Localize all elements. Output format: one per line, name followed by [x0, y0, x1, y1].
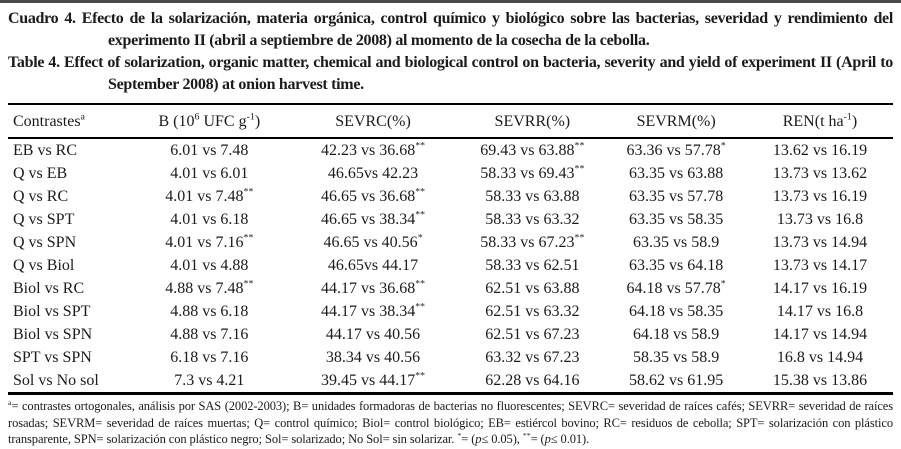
value-cell: 63.35 vs 64.18 [629, 257, 724, 274]
value-cell: 63.32 vs 67.23 [485, 349, 580, 366]
value-cell: 4.01 vs 6.01 [170, 165, 249, 182]
value-cell: 38.34 vs 40.56 [325, 349, 421, 366]
value-cell: 6.01 vs 7.48 [170, 142, 249, 159]
value-cell: 13.73 vs 16.19 [772, 188, 868, 205]
results-table [8, 103, 893, 395]
value-cell: 63.35 vs 58.35 [629, 211, 724, 228]
value-cell: 58.33 vs 67.23** [480, 232, 585, 251]
value-cell: 13.62 vs 16.19 [772, 142, 868, 159]
table-caption-english: Table 4. Effect of solarization, organic matter, chemical and biological control on bacteria, severity and yield of experiment II (April to September 2008) at onion harvest time. [8, 54, 893, 93]
column-header: B ($10^6$ UFC $g^{-1}$) [132, 104, 287, 138]
column-header: SEVRC(%) [287, 104, 460, 138]
value-cell: 63.35 vs 57.78 [629, 188, 724, 205]
value-cell: 14.17 vs 16.19 [772, 280, 868, 297]
column-header: SEVRR(%) [459, 104, 605, 138]
value-cell: 4.01 vs 4.88 [170, 257, 249, 274]
value-cell: 46.65 vs 38.34** [320, 209, 426, 228]
value-cell: 69.43 vs 63.88** [480, 140, 585, 159]
table-body [8, 138, 893, 394]
value-cell: 4.01 vs 7.16** [165, 232, 254, 251]
contrast-label-cell: Biol vs RC [13, 280, 85, 297]
value-cell: 14.17 vs 16.8 [776, 303, 864, 320]
value-cell: 39.45 vs 44.17** [320, 370, 426, 389]
value-cell: 13.73 vs 14.17 [772, 257, 868, 274]
table-row [8, 162, 893, 185]
column-header: SEVRM(%) [605, 104, 747, 138]
value-cell: 44.17 vs 36.68** [320, 278, 426, 297]
table-row [8, 231, 893, 254]
value-cell: 6.18 vs 7.16 [170, 349, 249, 366]
value-cell: 58.35 vs 58.9 [633, 349, 720, 366]
value-cell: 62.51 vs 63.88 [485, 280, 580, 297]
table-row [8, 208, 893, 231]
value-cell: 62.51 vs 63.32 [485, 303, 580, 320]
table-row [8, 277, 893, 300]
contrast-label-cell: Q vs SPN [13, 234, 77, 251]
value-cell: 63.35 vs 63.88 [629, 165, 724, 182]
value-cell: 14.17 vs 14.94 [772, 326, 868, 343]
value-cell: 7.3 vs 4.21 [174, 372, 245, 389]
value-cell: 44.17 vs 40.56 [325, 326, 421, 343]
value-cell: 58.33 vs 62.51 [485, 257, 580, 274]
value-cell: 46.65vs 42.23 [327, 165, 419, 182]
contrast-label-cell: SPT vs SPN [13, 349, 92, 366]
table-row [8, 300, 893, 323]
contrast-label-cell: Sol vs No sol [13, 372, 99, 389]
contrast-label-cell: Q vs RC [13, 188, 69, 205]
value-cell: 63.36 vs 57.78* [626, 140, 726, 159]
value-cell: 42.23 vs 36.68** [320, 140, 426, 159]
table-header-row [8, 104, 893, 138]
value-cell: 4.01 vs 6.18 [170, 211, 249, 228]
value-cell: 13.73 vs 16.8 [776, 211, 864, 228]
contrast-label-cell: Q vs Biol [13, 257, 75, 274]
value-cell: 4.88 vs 7.16 [170, 326, 249, 343]
value-cell: 4.01 vs 7.48** [165, 186, 254, 205]
value-cell: 64.18 vs 58.35 [629, 303, 724, 320]
page [0, 3, 901, 448]
table-caption-spanish: Cuadro 4. Efecto de la solarización, materia orgánica, control químico y biológico sobre las bacterias, severidad y rendimiento del experimento II (abril a septiembre de 2008) al momento de la cosecha de la cebolla. [8, 10, 893, 49]
value-cell: 62.51 vs 67.23 [485, 326, 580, 343]
table-row [8, 346, 893, 369]
value-cell: 58.62 vs 61.95 [629, 372, 724, 389]
value-cell: 13.73 vs 14.94 [772, 234, 868, 251]
value-cell: 4.88 vs 6.18 [170, 303, 249, 320]
contrast-label-cell: Biol vs SPT [13, 303, 91, 320]
value-cell: 4.88 vs 7.48** [165, 278, 254, 297]
value-cell: 58.33 vs 69.43** [480, 163, 585, 182]
table-row [8, 323, 893, 346]
value-cell: 16.8 vs 14.94 [776, 349, 864, 366]
contrast-label-cell: Q vs SPT [13, 211, 75, 228]
column-header: Contrastes$^a$ [8, 104, 132, 138]
value-cell: 58.33 vs 63.88 [485, 188, 580, 205]
value-cell: 64.18 vs 58.9 [633, 326, 720, 343]
table-row [8, 254, 893, 277]
contrast-label-cell: Q vs EB [13, 165, 68, 182]
value-cell: 15.38 vs 13.86 [772, 372, 868, 389]
value-cell: 64.18 vs 57.78* [626, 278, 726, 297]
value-cell: 46.65 vs 40.56* [323, 232, 423, 251]
value-cell: 46.65 vs 36.68** [320, 186, 426, 205]
table-footnote: $^a$= contrastes ortogonales, análisis por SAS (2002-2003); B= unidades formadoras de bacterias no fluorescentes; SEVRC= severidad de raíces cafés; SEVRR= severidad de raíces rosadas; SEVRM= severidad de raíces muertas; Q= control químico; Biol= control biológico; EB= estiércol bovino; RC= residuos de cebolla; SPT= solarización con plástico transparente, SPN= solarización con plástico negro; Sol= solarizado; No Sol= sin solarizar. *= (p≤ 0.05), **= (p≤ 0.01). [8, 397, 893, 446]
table-row [8, 185, 893, 208]
value-cell: 44.17 vs 38.34** [320, 301, 426, 320]
contrast-label-cell: EB vs RC [13, 142, 78, 159]
table-row [8, 138, 893, 162]
value-cell: 58.33 vs 63.32 [485, 211, 580, 228]
contrast-label-cell: Biol vs SPN [13, 326, 93, 343]
column-header: REN(t $ha^{-1}$) [747, 104, 893, 138]
value-cell: 63.35 vs 58.9 [633, 234, 720, 251]
value-cell: 46.65vs 44.17 [327, 257, 419, 274]
value-cell: 62.28 vs 64.16 [485, 372, 580, 389]
value-cell: 13.73 vs 13.62 [772, 165, 868, 182]
table-row [8, 369, 893, 394]
